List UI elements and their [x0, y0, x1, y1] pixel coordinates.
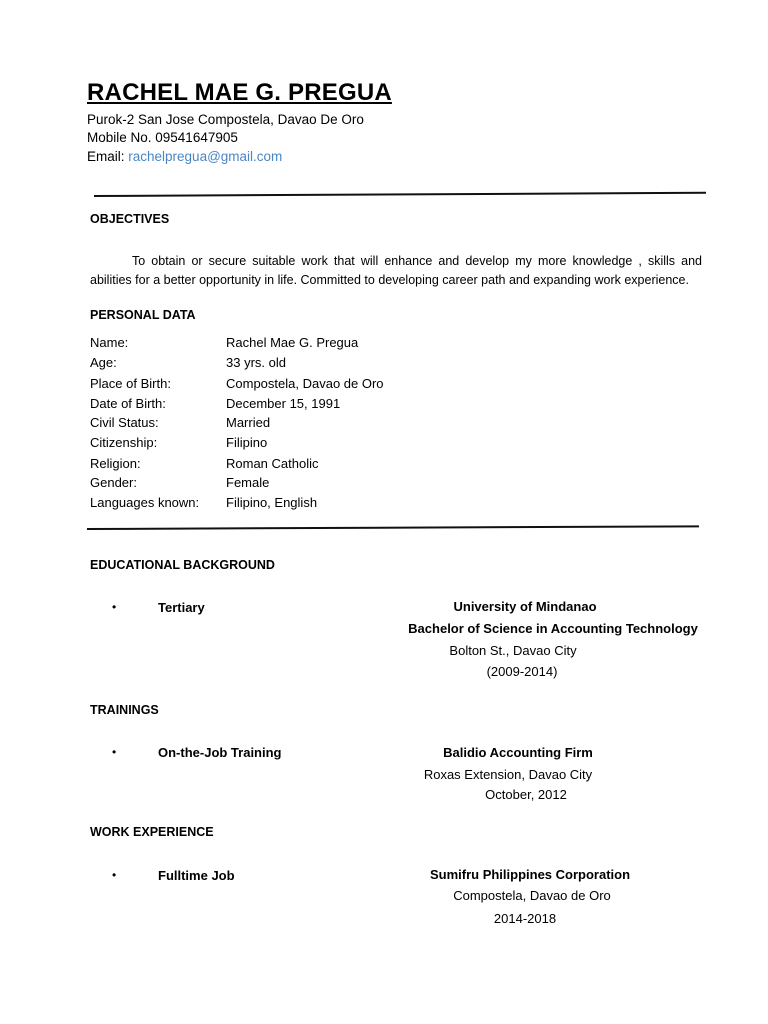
email-link[interactable]: rachelpregua@gmail.com — [128, 149, 283, 164]
education-degree: Bachelor of Science in Accounting Technology — [408, 621, 698, 636]
work-heading: WORK EXPERIENCE — [90, 825, 214, 839]
work-bullet: • — [112, 868, 117, 882]
pd-value-civil-status: Married — [226, 415, 271, 430]
education-address: Bolton St., Davao City — [449, 643, 577, 658]
work-years: 2014-2018 — [493, 911, 557, 926]
objectives-heading: OBJECTIVES — [90, 212, 170, 226]
education-school: University of Mindanao — [453, 599, 597, 614]
pd-value-languages: Filipino, English — [226, 495, 318, 510]
training-type: On-the-Job Training — [158, 745, 282, 760]
objectives-text — [90, 252, 702, 289]
mobile-line: Mobile No. 09541647905 — [87, 130, 238, 145]
education-heading: EDUCATIONAL BACKGROUND — [90, 558, 275, 572]
address-line: Purok-2 San Jose Compostela, Davao De Oro — [87, 112, 364, 127]
email-line — [87, 149, 282, 164]
pd-label-birthplace: Place of Birth: — [90, 376, 171, 391]
education-years: (2009-2014) — [486, 664, 558, 679]
training-address: Roxas Extension, Davao City — [423, 767, 593, 782]
pd-label-age: Age: — [90, 355, 117, 370]
pd-value-birthplace: Compostela, Davao de Oro — [226, 376, 384, 391]
pd-label-languages: Languages known: — [90, 495, 200, 510]
pd-label-religion: Religion: — [90, 456, 141, 471]
trainings-bullet: • — [112, 745, 117, 759]
pd-value-gender: Female — [226, 475, 270, 490]
personal-data-heading: PERSONAL DATA — [90, 308, 196, 322]
work-address: Compostela, Davao de Oro — [453, 888, 611, 903]
training-company: Balidio Accounting Firm — [443, 745, 593, 760]
header-divider — [94, 192, 706, 197]
pd-label-citizenship: Citizenship: — [90, 435, 158, 450]
education-level: Tertiary — [158, 600, 205, 615]
email-label: Email: — [87, 149, 129, 164]
personal-data-divider — [87, 525, 699, 530]
training-date: October, 2012 — [485, 787, 567, 802]
objectives-body: To obtain or secure suitable work that will enhance and develop my more knowledge , skills and abilities for a better opportunity in life. Committed to developing career path and expanding work experience. — [90, 254, 702, 287]
pd-label-name: Name: — [90, 335, 129, 350]
pd-label-birthdate: Date of Birth: — [90, 396, 166, 411]
pd-value-name: Rachel Mae G. Pregua — [226, 335, 359, 350]
applicant-name: RACHEL MAE G. PREGUA — [87, 79, 392, 106]
education-bullet: • — [112, 600, 117, 614]
work-company: Sumifru Philippines Corporation — [429, 867, 631, 882]
trainings-heading: TRAININGS — [90, 703, 159, 717]
pd-value-religion: Roman Catholic — [226, 456, 319, 471]
pd-value-citizenship: Filipino — [226, 435, 268, 450]
pd-value-birthdate: December 15, 1991 — [226, 396, 341, 411]
pd-label-gender: Gender: — [90, 475, 137, 490]
work-type: Fulltime Job — [158, 868, 235, 883]
pd-label-civil-status: Civil Status: — [90, 415, 159, 430]
pd-value-age: 33 yrs. old — [226, 355, 286, 370]
